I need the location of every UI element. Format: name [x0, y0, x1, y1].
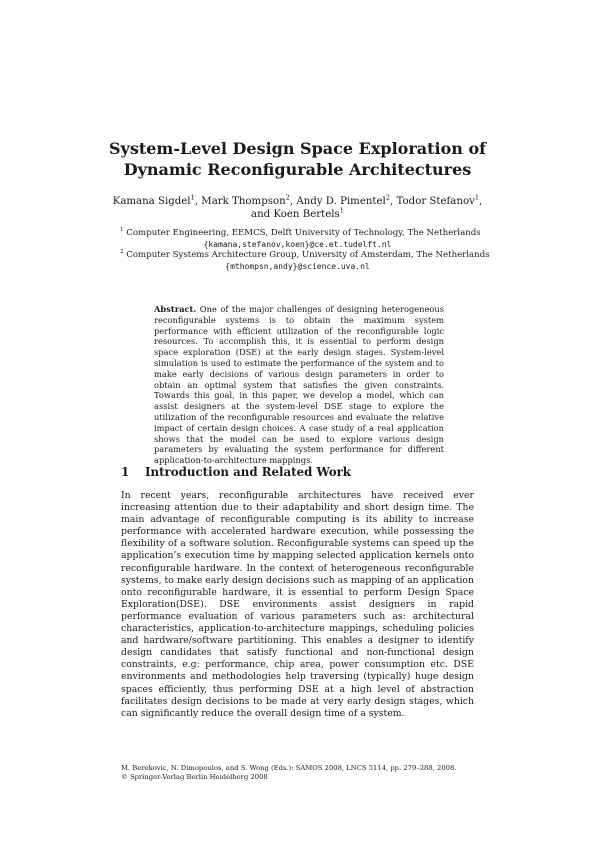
author-list: [100, 195, 495, 221]
body-paragraph: In recent years, reconfigurable architectures have received ever increasing attention due to their adaptability and short design time. The main advantage of reconfigurable computing is its ability to increase performance with accelerated hardware execution, while possessing the flexibility of a software solution. Reconfigurable systems can speed up the application’s execution time by mapping selected application kernels onto reconfigurable hardware. In the context of heterogeneous reconfigurable systems, to make early design decisions such as mapping of an application onto reconfigurable hardware, it is essential to perform Design Space Exploration(DSE). DSE environments assist designers in rapid performance evaluation of various parameters such as: architectural characteristics, application-to-architecture mappings, scheduling policies and hardware/software partitioning. This enables a designer to identify design candidates that satisfy functional and non-functional design constraints, e.g: performance, chip area, power consumption etc. DSE environments and methodologies help traversing (typically) huge design spaces efficiently, thus performing DSE at a high level of abstraction facilitates design decisions to be made at very early design stages, which can significantly reduce the overall design time of a system.: [121, 490, 474, 719]
author-name: Todor Stefanov: [396, 196, 475, 207]
abstract-text: One of the major challenges of designing heterogeneous reconfigurable systems is to obtain the maximum system performance with efficient utilization of the reconfigurable logic resources. To accomplish this, it is essential to perform design space exploration (DSE) at the early design stages. System-level simulation is used to estimate the performance of the system and to make early decisions of various design parameters in order to obtain an optimal system that satisfies the given constraints. Towards this goal, in this paper, we develop a model, which can assist designers at the system-level DSE stage to explore the utilization of the reconfigurable resources and evaluate the relative impact of certain design choices. A case study of a real application shows that the model can be used to explore various design parameters by evaluating the system performance for different application-to-architecture mappings.: [154, 304, 445, 466]
author-name: Koen Bertels: [273, 209, 340, 220]
title-line-2: Dynamic Reconfigurable Architectures: [123, 160, 472, 179]
abstract-label: Abstract.: [154, 304, 197, 314]
author-affil-mark: 1: [339, 206, 344, 215]
section-title: Introduction and Related Work: [145, 465, 351, 479]
section-heading: [121, 465, 351, 479]
title-line-1: System-Level Design Space Exploration of: [108, 139, 487, 158]
affiliation-2-email: {mthompsn,andy}@science.uva.nl: [225, 262, 370, 271]
author-separator: ,: [479, 196, 483, 207]
affiliation-block: [120, 227, 490, 272]
section-number: 1: [121, 465, 130, 479]
author-name: Andy D. Pimentel: [296, 196, 386, 207]
paper-title: [95, 138, 500, 180]
affiliation-1-email: {kamana,stefanov,koen}@ce.et.tudelft.nl: [203, 240, 392, 249]
footer-citation: M. Berekovic, N. Dimopoulos, and S. Wong (Eds.): SAMOS 2008, LNCS 5114, pp. 279–288, 2008.: [121, 764, 457, 772]
affiliation-text: Computer Engineering, EEMCS, Delft University of Technology, The Netherlands: [126, 228, 481, 238]
author-conjunction: and: [251, 209, 274, 220]
author-affil-mark: 2: [285, 193, 290, 202]
affiliation-mark: 2: [120, 249, 124, 256]
affiliation-1: [120, 227, 481, 239]
author-affil-mark: 2: [385, 193, 391, 202]
author-name: Kamana Sigdel: [112, 196, 191, 207]
author-separator: ,: [289, 196, 297, 207]
author-line-1: [100, 195, 495, 208]
footer-copyright: © Springer-Verlag Berlin Heidelberg 2008: [121, 773, 268, 781]
affiliation-2: [120, 249, 490, 261]
author-affil-mark: 1: [190, 193, 195, 202]
publication-footer: [121, 764, 481, 782]
author-separator: ,: [194, 196, 202, 207]
author-separator: ,: [390, 196, 397, 207]
author-affil-mark: 1: [474, 193, 480, 202]
author-name: Mark Thompson: [201, 196, 286, 207]
affiliation-text: Computer Systems Architecture Group, University of Amsterdam, The Netherlands: [126, 250, 490, 260]
author-line-2: [100, 208, 495, 221]
affiliation-mark: 1: [120, 227, 124, 234]
abstract: [154, 304, 444, 466]
